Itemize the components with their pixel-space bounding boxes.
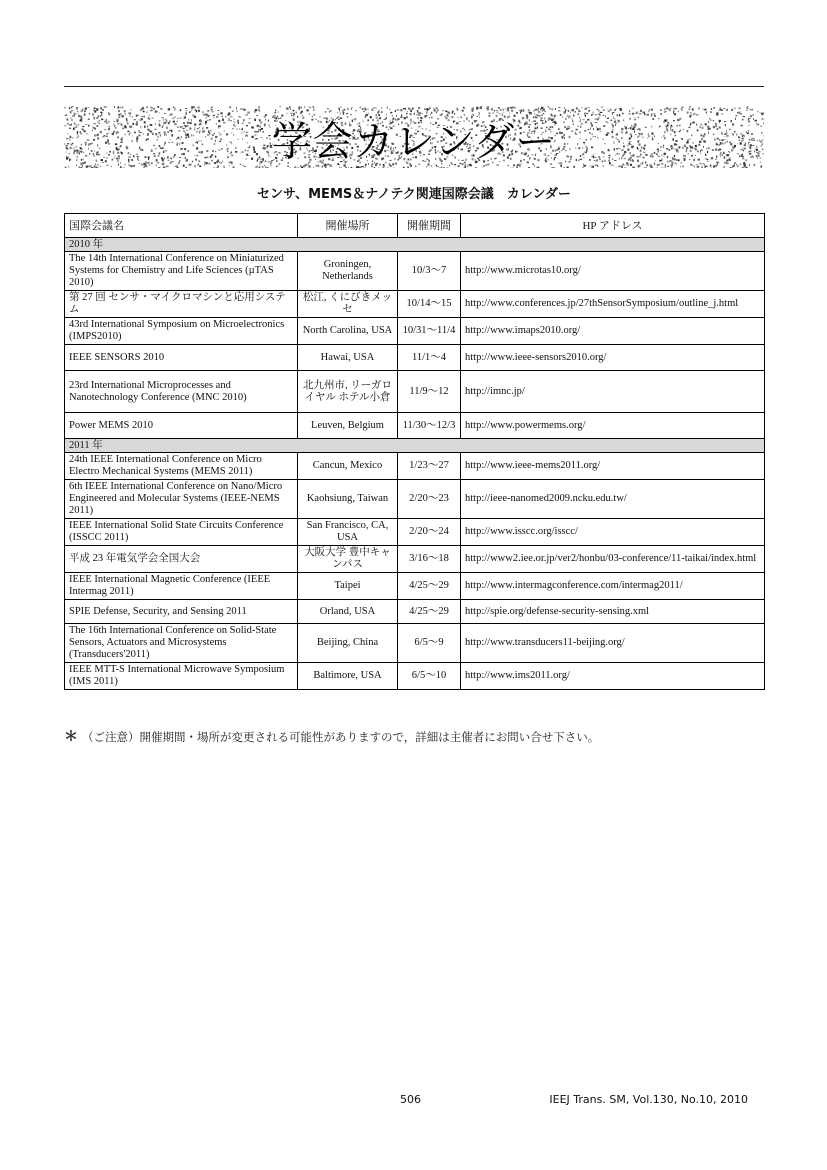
conference-period: 6/5～9 xyxy=(398,624,461,663)
header-location: 開催場所 xyxy=(298,214,398,238)
conference-location: Cancun, Mexico xyxy=(298,453,398,480)
conference-location: Taipei xyxy=(298,573,398,600)
conference-url[interactable]: http://www.microtas10.org/ xyxy=(461,252,765,291)
table-body xyxy=(65,238,765,690)
conference-period: 4/25～29 xyxy=(398,600,461,624)
table-row xyxy=(65,546,765,573)
year-row xyxy=(65,439,765,453)
conference-name: SPIE Defense, Security, and Sensing 2011 xyxy=(65,600,298,624)
conference-location: Beijing, China xyxy=(298,624,398,663)
calendar-subtitle: センサ、MEMS＆ナノテク関連国際会議 カレンダー xyxy=(257,187,571,202)
banner xyxy=(64,106,764,168)
conference-url[interactable]: http://spie.org/defense-security-sensing.xml xyxy=(461,600,765,624)
caution-note xyxy=(64,726,784,746)
conference-url[interactable]: http://www.transducers11-beijing.org/ xyxy=(461,624,765,663)
conference-url[interactable]: http://www2.iee.or.jp/ver2/honbu/03-conference/11-taikai/index.html xyxy=(461,546,765,573)
conference-name: IEEE International Magnetic Conference (IEEE Intermag 2011) xyxy=(65,573,298,600)
page-number: 506 xyxy=(400,1093,421,1106)
conference-location: Hawai, USA xyxy=(298,345,398,371)
conference-location: North Carolina, USA xyxy=(298,318,398,345)
table-row xyxy=(65,624,765,663)
conference-period: 2/20～23 xyxy=(398,480,461,519)
conference-name: 43rd International Symposium on Microelectronics (IMPS2010) xyxy=(65,318,298,345)
conference-url[interactable]: http://www.intermagconference.com/intermag2011/ xyxy=(461,573,765,600)
table-row xyxy=(65,519,765,546)
conference-period: 3/16～18 xyxy=(398,546,461,573)
conference-name: Power MEMS 2010 xyxy=(65,413,298,439)
caution-text: （ご注意）開催期間・場所が変更される可能性がありますので，詳細は主催者にお問い合せ下さい。 xyxy=(82,730,600,744)
journal-citation: IEEJ Trans. SM, Vol.130, No.10, 2010 xyxy=(549,1093,748,1106)
year-label: 2011 年 xyxy=(65,439,765,453)
conference-calendar-table xyxy=(64,213,765,690)
conference-url[interactable]: http://www.imaps2010.org/ xyxy=(461,318,765,345)
header-name: 国際会議名 xyxy=(65,214,298,238)
conference-period: 11/1～4 xyxy=(398,345,461,371)
table-row xyxy=(65,573,765,600)
conference-name: The 16th International Conference on Solid-State Sensors, Actuators and Microsystems (Transducers'2011) xyxy=(65,624,298,663)
conference-name: 平成 23 年電気学会全国大会 xyxy=(65,546,298,573)
conference-name: IEEE SENSORS 2010 xyxy=(65,345,298,371)
conference-period: 10/14～15 xyxy=(398,291,461,318)
asterisk-icon: ＊ xyxy=(64,729,78,745)
year-label: 2010 年 xyxy=(65,238,765,252)
conference-url[interactable]: http://www.ims2011.org/ xyxy=(461,663,765,690)
conference-url[interactable]: http://www.ieee-sensors2010.org/ xyxy=(461,345,765,371)
conference-name: IEEE MTT-S International Microwave Symposium (IMS 2011) xyxy=(65,663,298,690)
conference-period: 11/9～12 xyxy=(398,371,461,413)
conference-period: 10/3～7 xyxy=(398,252,461,291)
conference-url[interactable]: http://imnc.jp/ xyxy=(461,371,765,413)
table-row xyxy=(65,413,765,439)
header-period: 開催期間 xyxy=(398,214,461,238)
conference-name: IEEE International Solid State Circuits Conference (ISSCC 2011) xyxy=(65,519,298,546)
conference-location: Leuven, Belgium xyxy=(298,413,398,439)
table-header-row xyxy=(65,214,765,238)
table-row xyxy=(65,252,765,291)
table-row xyxy=(65,600,765,624)
conference-name: The 14th International Conference on Miniaturized Systems for Chemistry and Life Sciences (µTAS 2010) xyxy=(65,252,298,291)
conference-location: Orland, USA xyxy=(298,600,398,624)
conference-location: 北九州市, リーガロイヤル ホテル小倉 xyxy=(298,371,398,413)
conference-name: 第 27 回 センサ・マイクロマシンと応用システム xyxy=(65,291,298,318)
table-row xyxy=(65,663,765,690)
year-row xyxy=(65,238,765,252)
table-row xyxy=(65,371,765,413)
conference-location: Groningen, Netherlands xyxy=(298,252,398,291)
conference-period: 10/31～11/4 xyxy=(398,318,461,345)
conference-period: 2/20～24 xyxy=(398,519,461,546)
table-row xyxy=(65,480,765,519)
table-row xyxy=(65,291,765,318)
conference-name: 6th IEEE International Conference on Nano/Micro Engineered and Molecular Systems (IEEE-NEMS 2011) xyxy=(65,480,298,519)
top-rule xyxy=(64,86,764,87)
conference-location: 松江, くにびきメッセ xyxy=(298,291,398,318)
page-title: 学会カレンダー xyxy=(271,119,557,165)
conference-period: 4/25～29 xyxy=(398,573,461,600)
conference-period: 6/5～10 xyxy=(398,663,461,690)
conference-url[interactable]: http://ieee-nanomed2009.ncku.edu.tw/ xyxy=(461,480,765,519)
conference-url[interactable]: http://www.ieee-mems2011.org/ xyxy=(461,453,765,480)
conference-url[interactable]: http://www.isscc.org/isscc/ xyxy=(461,519,765,546)
conference-location: Baltimore, USA xyxy=(298,663,398,690)
conference-period: 11/30～12/3 xyxy=(398,413,461,439)
header-hp: HP アドレス xyxy=(461,214,765,238)
table-row xyxy=(65,345,765,371)
conference-name: 24th IEEE International Conference on Micro Electro Mechanical Systems (MEMS 2011) xyxy=(65,453,298,480)
table-row xyxy=(65,453,765,480)
conference-location: Kaohsiung, Taiwan xyxy=(298,480,398,519)
conference-period: 1/23～27 xyxy=(398,453,461,480)
conference-url[interactable]: http://www.powermems.org/ xyxy=(461,413,765,439)
conference-name: 23rd International Microprocesses and Nanotechnology Conference (MNC 2010) xyxy=(65,371,298,413)
conference-url[interactable]: http://www.conferences.jp/27thSensorSymposium/outline_j.html xyxy=(461,291,765,318)
table-row xyxy=(65,318,765,345)
conference-location: 大阪大学 豊中キャンパス xyxy=(298,546,398,573)
conference-location: San Francisco, CA, USA xyxy=(298,519,398,546)
